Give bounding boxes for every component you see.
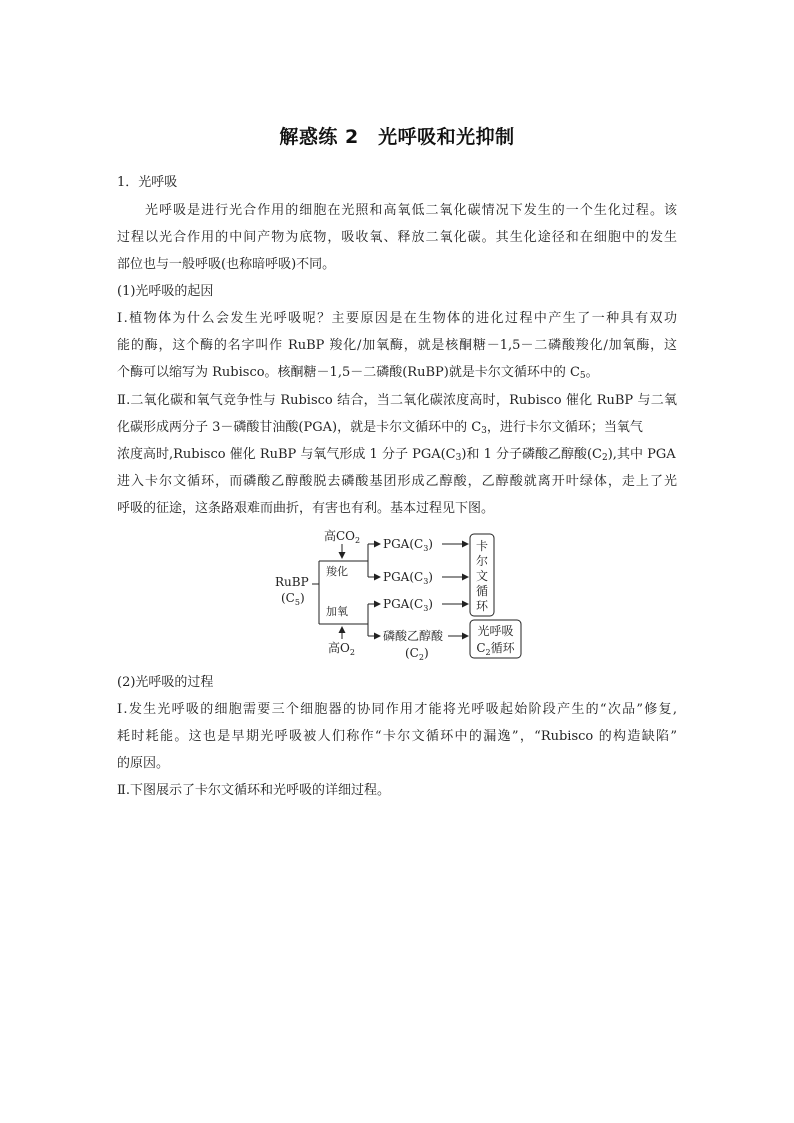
intro-paragraph-line-1: 光呼吸是进行光合作用的细胞在光照和高氧低二氧化碳情况下发生的一个生化过程。该 bbox=[145, 203, 677, 218]
pga-label-1: $PGA(C_3)$ bbox=[383, 537, 433, 553]
high-o2-label: 高$O_2$ bbox=[328, 641, 355, 657]
intro-paragraph-line-2: 过程以光合作用的中间产物为底物，吸收氧、释放二氧化碳。其生化途径和在细胞中的发生 bbox=[117, 230, 677, 245]
page-title: 解惑练 2 光呼吸和光抑制 bbox=[279, 126, 515, 148]
process-I-line-3: 的原因。 bbox=[117, 756, 170, 771]
photorespiration-label: 光呼吸 bbox=[477, 624, 514, 638]
intro-paragraph-line-3: 部位也与一般呼吸(也称暗呼吸)不同。 bbox=[117, 257, 336, 272]
origin-II-line-4: 进入卡尔文循环，而磷酸乙醇酸脱去磷酸基团形成乙醇酸，乙醇酸就离开叶绿体，走上了光 bbox=[117, 474, 677, 489]
subheading-process: (2)光呼吸的过程 bbox=[117, 675, 214, 690]
section-heading-photorespiration: 1．光呼吸 bbox=[117, 175, 178, 190]
origin-I-line-3: 个酶可以缩写为 Rubisco。核酮糖－1,5－二磷酸(RuBP)就是卡尔文循环中的 $C_5$。 bbox=[117, 365, 599, 381]
origin-II-line-5: 呼吸的征途，这条路艰难而曲折，有害也有利。基本过程见下图。 bbox=[117, 501, 495, 516]
oxygenation-label: 加氧 bbox=[326, 605, 348, 618]
phosphoglycolate-c2-label: $(C_2)$ bbox=[405, 646, 429, 662]
calvin-char-3: 文 bbox=[475, 569, 489, 583]
origin-II-line-1: Ⅱ.二氧化碳和氧气竞争性与 Rubisco 结合，当二氧化碳浓度高时，Rubisco 催化 RuBP 与二氧 bbox=[117, 393, 677, 408]
process-I-line-2: 耗时耗能。这也是早期光呼吸被人们称作“卡尔文循环中的漏逸”，“Rubisco 的构造缺陷” bbox=[117, 729, 677, 744]
rubp-c5-label: $(C_5)$ bbox=[281, 591, 305, 607]
calvin-char-5: 环 bbox=[475, 599, 489, 613]
phosphoglycolate-label: 磷酸乙醇酸 bbox=[383, 629, 444, 643]
pga-label-2: $PGA(C_3)$ bbox=[383, 570, 433, 586]
origin-I-line-1: Ⅰ.植物体为什么会发生光呼吸呢？主要原因是在生物体的进化过程中产生了一种具有双功 bbox=[117, 311, 677, 326]
process-II-line: Ⅱ.下图展示了卡尔文循环和光呼吸的详细过程。 bbox=[117, 783, 390, 798]
calvin-char-2: 尔 bbox=[475, 554, 489, 568]
origin-II-line-2: 化碳形成两分子 3－磷酸甘油酸(PGA)，就是卡尔文循环中的 $C_3$，进行卡尔文循环；当氧气 bbox=[117, 420, 643, 436]
process-I-line-1: Ⅰ.发生光呼吸的细胞需要三个细胞器的协同作用才能将光呼吸起始阶段产生的“次品”修复, bbox=[117, 702, 677, 717]
carboxylation-label: 羧化 bbox=[326, 565, 348, 578]
pga-label-3: $PGA(C_3)$ bbox=[383, 597, 433, 613]
rubp-label: RuBP bbox=[275, 575, 309, 589]
origin-II-line-3: 浓度高时,Rubisco 催化 RuBP 与氧气形成 1 分子 $PGA(C_3)$和 1 分子磷酸乙醇酸$(C_2)$,其中 PGA bbox=[117, 447, 676, 463]
calvin-char-1: 卡 bbox=[475, 539, 489, 553]
c2-cycle-label: $C_2$循环 bbox=[476, 641, 515, 657]
subheading-origin: (1)光呼吸的起因 bbox=[117, 284, 214, 299]
calvin-char-4: 循 bbox=[475, 584, 489, 598]
photorespiration-diagram bbox=[268, 524, 530, 662]
origin-I-line-2: 能的酶，这个酶的名字叫作 RuBP 羧化/加氧酶，就是核酮糖－1,5－二磷酸羧化/加氧酶，这 bbox=[117, 338, 677, 353]
high-co2-label: 高$CO_2$ bbox=[324, 529, 361, 545]
